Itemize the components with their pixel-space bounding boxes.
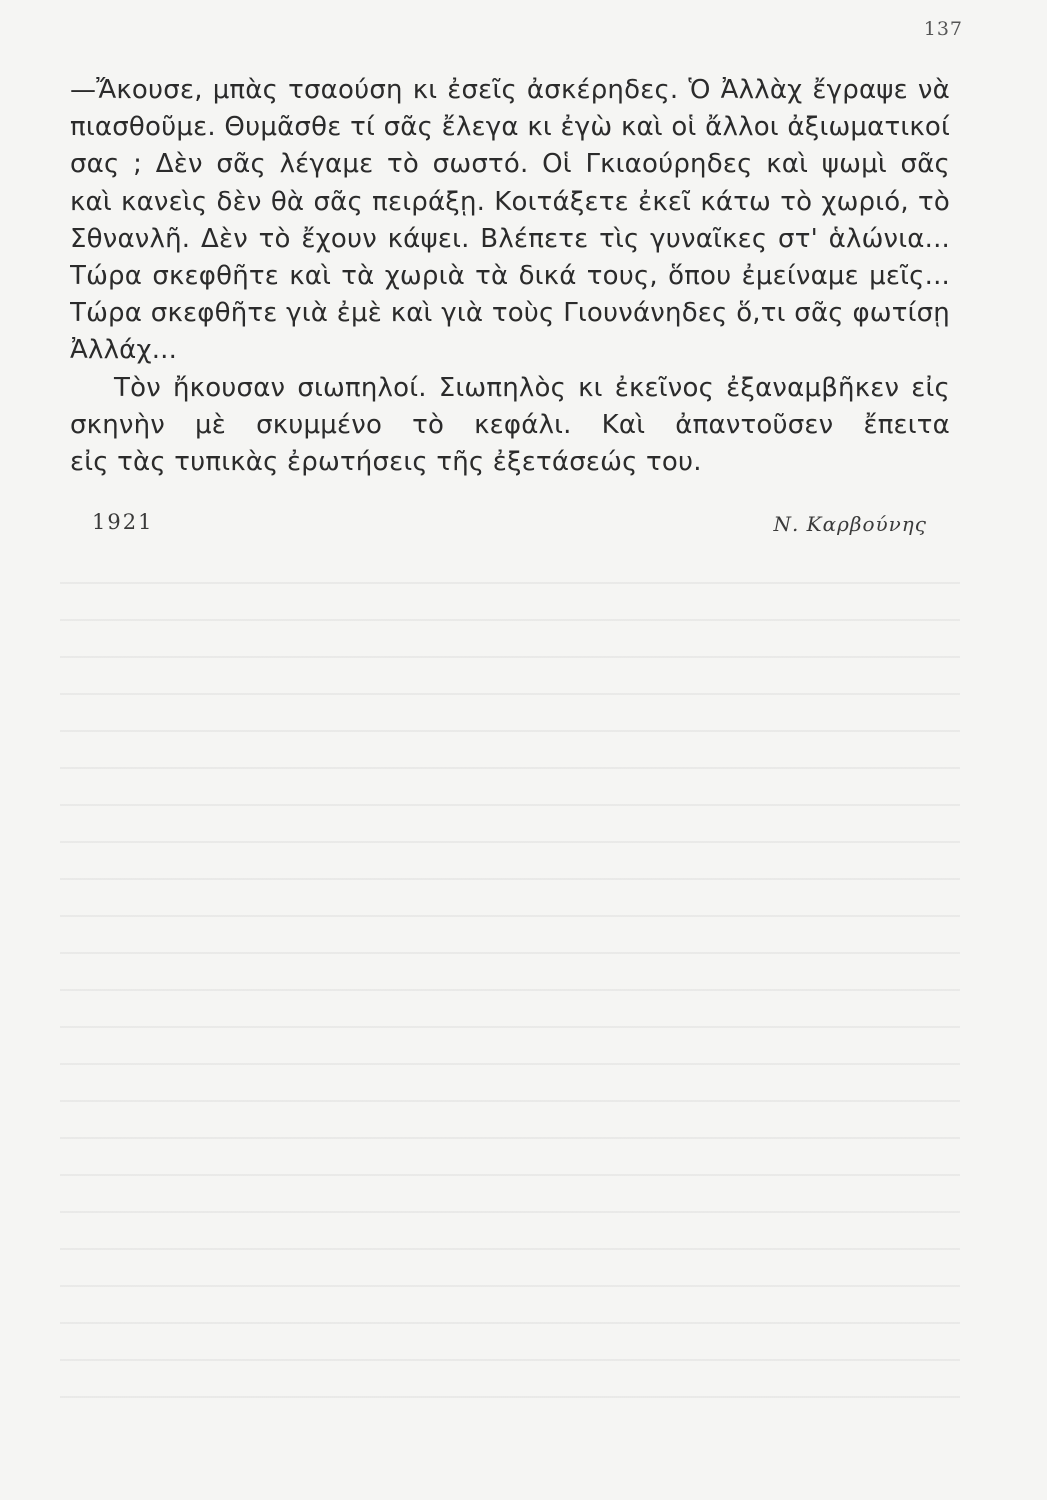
text-line: σκηνὴν μὲ σκυμμένο τὸ κεφάλι. Καὶ ἀπαντοῦσεν ἔπειτα xyxy=(70,409,950,440)
year: 1921 xyxy=(92,510,154,534)
page-number: 137 xyxy=(923,18,963,40)
author-signature: Ν. Καρβούνης xyxy=(773,512,927,536)
body-text xyxy=(70,72,950,481)
text-line: Σθνανλῆ. Δὲν τὸ ἔχουν κάψει. Βλέπετε τὶς γυναῖκες στ' ἁλώνια... xyxy=(70,223,950,254)
show-through-texture xyxy=(60,560,960,1420)
text-line: καὶ κανεὶς δὲν θὰ σᾶς πειράξῃ. Κοιτάξετε ἐκεῖ κάτω τὸ χωριό, τὸ xyxy=(70,186,950,217)
signature-footer xyxy=(92,510,927,542)
text-line: Τὸν ἤκουσαν σιωπηλοί. Σιωπηλὸς κι ἐκεῖνος ἐξαναμβῆκεν εἰς xyxy=(114,372,950,403)
text-line: πιασθοῦμε. Θυμᾶσθε τί σᾶς ἔλεγα κι ἐγὼ καὶ οἱ ἄλλοι ἀξιωματικοί xyxy=(70,112,950,143)
text-line: Τώρα σκεφθῆτε γιὰ ἐμὲ καὶ γιὰ τοὺς Γιουνάνηδες ὅ,τι σᾶς φωτίσῃ xyxy=(70,298,950,329)
text-line: σας ; Δὲν σᾶς λέγαμε τὸ σωστό. Οἱ Γκιαούρηδες καὶ ψωμὶ σᾶς xyxy=(70,149,950,180)
text-line: εἰς τὰς τυπικὰς ἐρωτήσεις τῆς ἐξετάσεώς του. xyxy=(70,446,702,477)
text-line: Τώρα σκεφθῆτε καὶ τὰ χωριὰ τὰ δικά τους, ὅπου ἐμείναμε μεῖς... xyxy=(70,260,950,291)
text-line: Ἀλλάχ... xyxy=(70,335,178,366)
text-line: —Ἄκουσε, μπὰς τσαούση κι ἐσεῖς ἀσκέρηδες. Ὁ Ἀλλὰχ ἔγραψε νὰ xyxy=(70,75,950,105)
